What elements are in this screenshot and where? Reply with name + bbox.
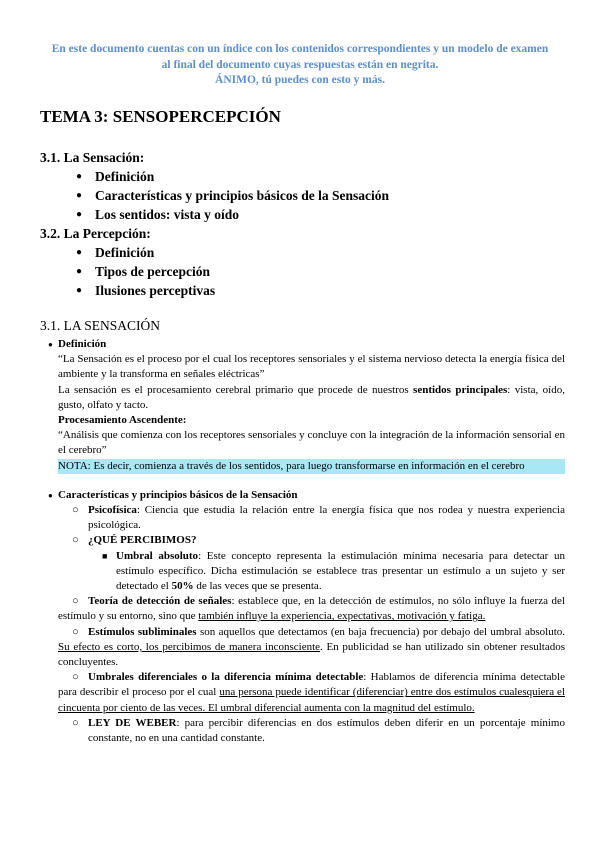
definition-quote: “La Sensación es el proceso por el cual los receptores sensoriales y el sistema nervioso detecta la energía física del ambiente y la transforma en señales eléctricas” [58, 353, 565, 381]
notice-line: al final del documento cuyas respuestas están en negrita. [161, 58, 439, 71]
definition-heading: ● Definición [58, 337, 565, 352]
circle-bullet-icon: ○ [72, 716, 79, 729]
toc-item: ● Características y principios básicos de la Sensación [40, 186, 570, 205]
circle-bullet-icon: ○ [72, 504, 79, 517]
section-body [48, 337, 566, 746]
ascending-quote: “Análisis que comienza con los receptores sensoriales y concluye con la integración de la información sensorial en el cerebro” [58, 429, 565, 457]
note-highlight: NOTA: Es decir, comienza a través de los sentidos, para luego transformarse en información en el cerebro [58, 459, 565, 474]
list-item: ○ LEY DE WEBER: para percibir diferencias en dos estímulos deben diferir en un porcentaje mínimo constante, no en una cantidad constante. [72, 716, 565, 745]
list-item: ■ Umbral absoluto: Este concepto representa la estimulación mínima necesaria para detectar un estímulo específico. Dicha estimulación se establece tras presentar un estímulo a un sujeto y ser detectado el 50% de las veces que se presenta. [102, 549, 565, 593]
notice-line: En este documento cuentas con un índice con los contenidos correspondientes y un modelo de examen [51, 43, 549, 55]
list-item: ○ Psicofísica: Ciencia que estudia la relación entre la energía física que nos rodea y nuestra experiencia psicológica. [72, 504, 565, 532]
ascending-label: Procesamiento Ascendente: [58, 414, 187, 427]
toc-item: ● Definición [40, 243, 570, 262]
page-title: TEMA 3: SENSOPERCEPCIÓN [40, 107, 281, 126]
characteristics-heading: ● Características y principios básicos de la Sensación [58, 488, 565, 503]
toc-item: ● Los sentidos: vista y oído [40, 205, 570, 224]
definition-paragraph: La sensación es el procesamiento cerebral primario que procede de nuestros sentidos principales: vista, oído, gusto, olfato y tacto. [58, 383, 565, 411]
circle-bullet-icon: ○ [72, 534, 79, 547]
circle-bullet-icon: ○ [72, 671, 79, 684]
section-heading: 3.1. LA SENSACIÓN [40, 318, 161, 333]
intro-notice [40, 0, 560, 89]
bullet-icon: ● [48, 340, 53, 349]
toc-item: ● Ilusiones perceptivas [40, 281, 570, 300]
list-item: ○ Umbrales diferenciales o la diferencia mínima detectable: Hablamos de diferencia mínima detectable para describir el proceso por el cual una persona puede identificar (diferenciar) entre dos estímulos cualesquiera el cincuenta por ciento de las veces. El umbral diferencial aumenta con la magnitud del estímulo. [58, 671, 565, 714]
toc-item: ● Tipos de percepción [40, 262, 570, 281]
bullet-icon: ● [48, 490, 53, 500]
toc-item: ● Definición [40, 167, 570, 186]
list-item: ○ Estímulos subliminales son aquellos que detectamos (en baja frecuencia) por debajo del umbral absoluto. Su efecto es corto, los percibimos de manera inconsciente. En publicidad se han utilizado sin obtener resultados concluyentes. [58, 625, 566, 669]
list-item: ○ ¿QUÉ PERCIBIMOS? [58, 533, 565, 548]
toc-section: 3.2. La Percepción: [40, 226, 151, 241]
table-of-contents [40, 148, 570, 300]
toc-section: 3.1. La Sensación: [40, 150, 145, 165]
circle-bullet-icon: ○ [72, 625, 79, 638]
list-item: ○ Teoría de detección de señales: establece que, en la detección de estímulos, no sólo influye la fuerza del estímulo y su entorno, sino que también influye la experiencia, expectativas, motivación y fatiga. [58, 595, 565, 623]
circle-bullet-icon: ○ [72, 595, 79, 608]
notice-line: ÁNIMO, tú puedes con esto y más. [215, 74, 385, 86]
square-bullet-icon: ■ [102, 550, 108, 561]
